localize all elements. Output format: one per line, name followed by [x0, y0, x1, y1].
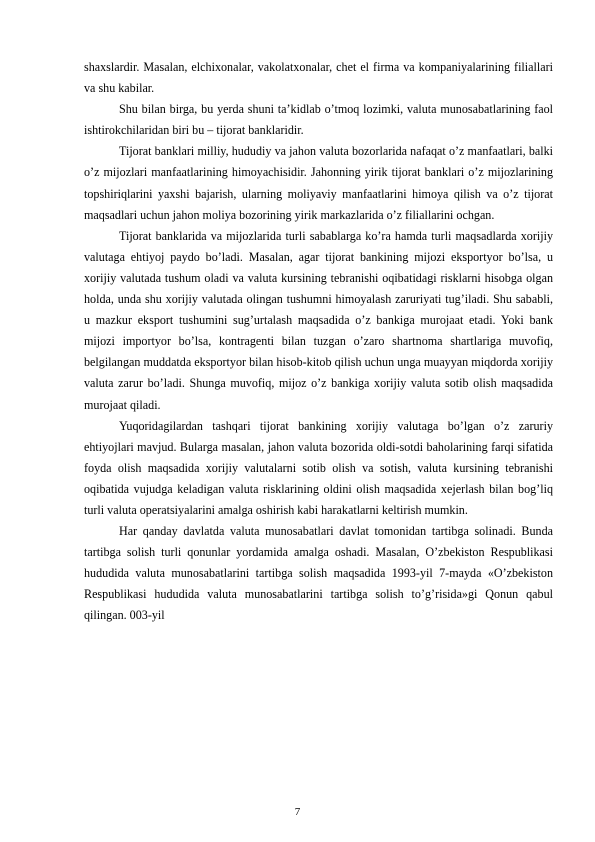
paragraph-3: Tijorat banklari milliy, hududiy va jahon valuta bozorlarida nafaqat o’z manfaatlari, balki o’z mijozlari manfaatlarining himoyachisidir. Jahonning yirik tijorat banklari o’z mijozlarining topshiriqlarini yaxshi bajarish, ularning moliyaviy manfaatlarini himoya qilish va o’z tijorat maqsadlari uchun jahon moliya bozorining yirik markazlarida o’z filiallarini ochgan.	[84, 144, 553, 222]
paragraph-2: Shu bilan birga, bu yerda shuni ta’kidlab o’tmoq lozimki, valuta munosabatlarining faol ishtirokchilaridan biri bu – tijorat banklaridir.	[84, 102, 553, 138]
paragraph-1: shaxslardir. Masalan, elchixonalar, vakolatxonalar, chet el firma va kompaniyalarining filiallari va shu kabilar.	[84, 60, 553, 96]
paragraph-6: Har qanday davlatda valuta munosabatlari davlat tomonidan tartibga solinadi. Bunda tartibga solish turli qonunlar yordamida amalga oshadi. Masalan, O’zbekiston Respublikasi hududida valuta munosabatlarini tartibga solish maqsadida 1993-yil 7-mayda «O’zbekiston Respublikasi hududida valuta munosabatlarini tartibga solish to’g’risida»gi Qonun qabul qilingan. 003-yil	[84, 524, 553, 623]
paragraph-5: Yuqoridagilardan tashqari tijorat bankining xorijiy valutaga bo’lgan o’z zaruriy ehtiyojlari mavjud. Bularga masalan, jahon valuta bozorida oldi-sotdi baholarining farqi sifatida foyda olish maqsadida xorijiy valutalarni sotib olish va sotish, valuta kursining tebranishi oqibatida vujudga keladigan valuta risklarining oldini olish maqsadida xejerlash bilan bog’liq turli valuta operatsiyalarini amalga oshirish kabi harakatlarni keltirish mumkin.	[84, 418, 553, 517]
page-body	[84, 57, 553, 627]
page-number: 7	[294, 806, 301, 818]
paragraph-4: Tijorat banklarida va mijozlarida turli sabablarga ko’ra hamda turli maqsadlarda xorijiy valutaga ehtiyoj paydo bo’ladi. Masalan, agar tijorat bankining mijozi eksportyor bo’lsa, u xorijiy valutada tushum oladi va valuta kursining tebranishi oqibatidagi risklarni hisobga olgan holda, unda shu xorijiy valutada olingan tushumni himoyalash zaruriyati tug’iladi. Shu sababli, u mazkur eksport tushumini sug’urtalash maqsadida o’z bankiga murojaat etadi. Yoki bank mijozi importyor bo’lsa, kontragenti bilan tuzgan o’zaro shartnoma shartlariga muvofiq, belgilangan muddatda eksportyor bilan hisob-kitob qilish uchun unga muayyan miqdorda xorijiy valuta zarur bo’ladi. Shunga muvofiq, mijoz o’z bankiga xorijiy valuta sotib olish maqsadida murojaat qiladi.	[84, 228, 553, 412]
